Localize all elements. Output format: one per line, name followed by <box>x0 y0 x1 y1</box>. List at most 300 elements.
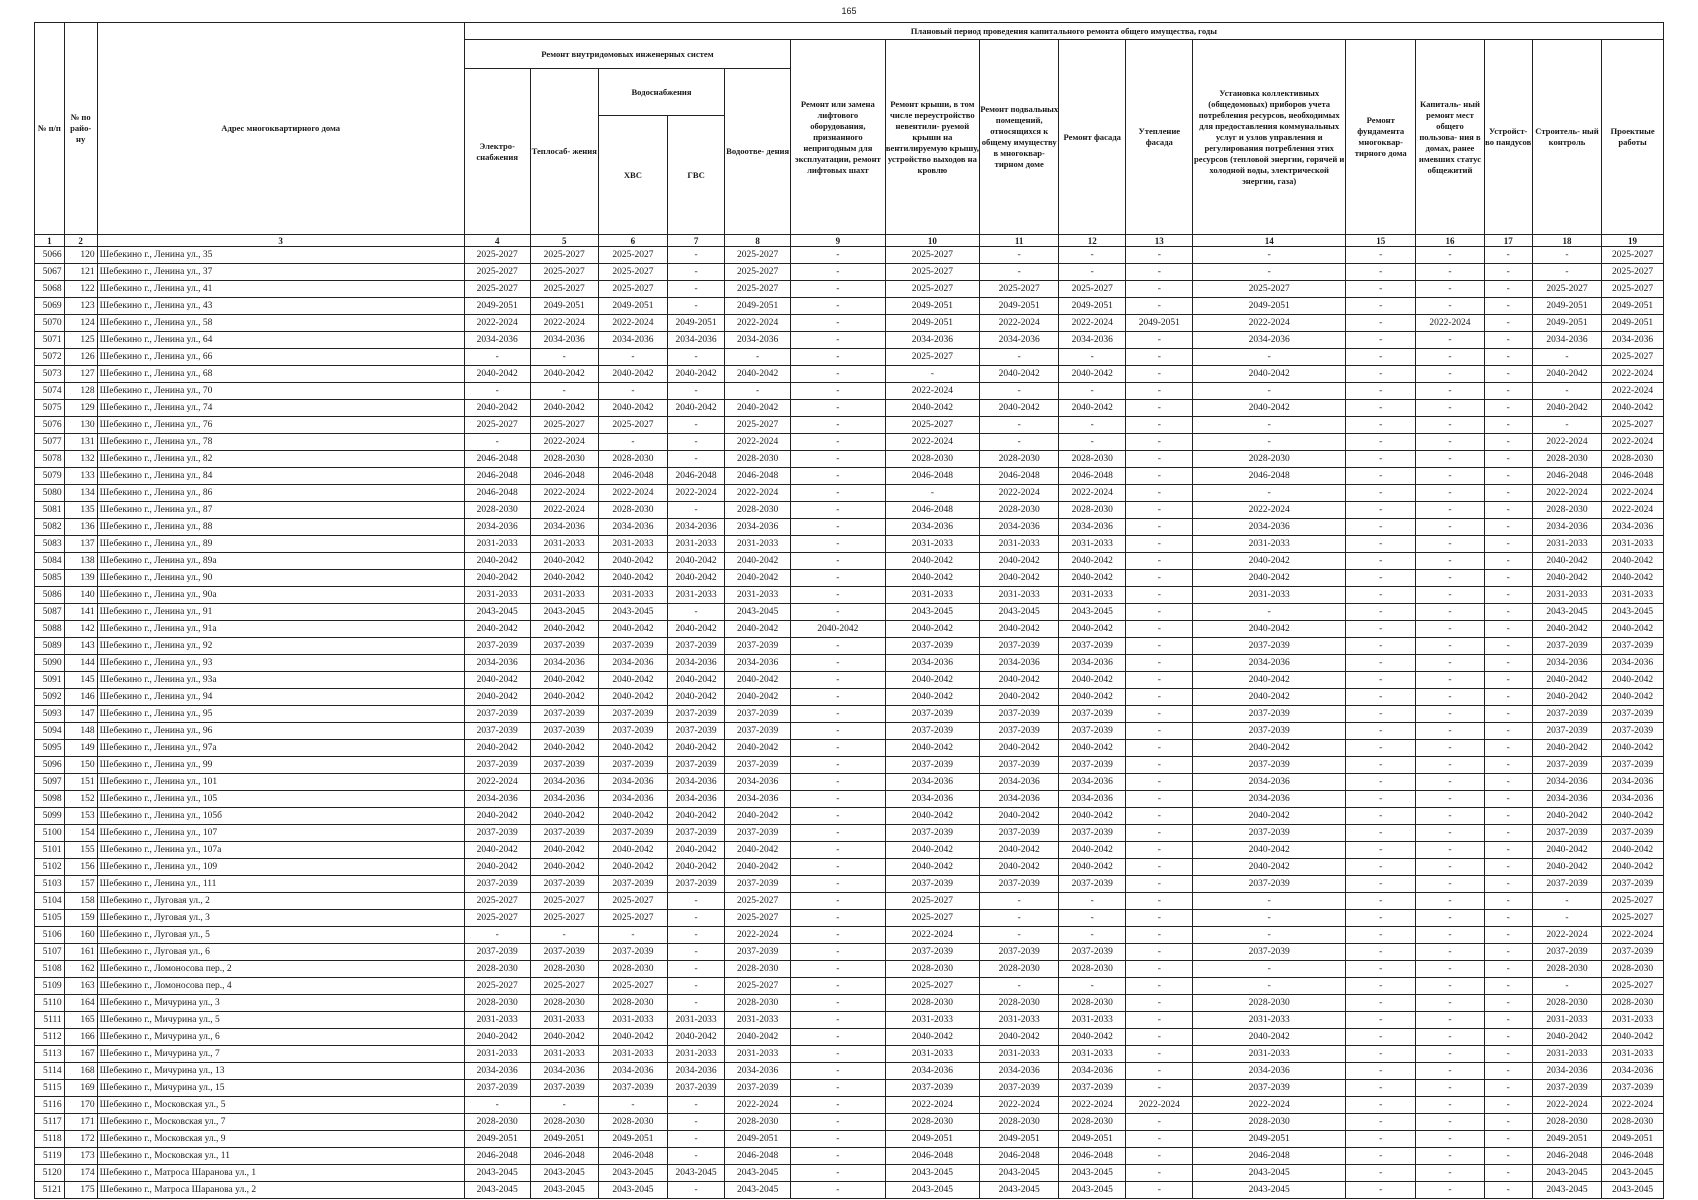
cell-ramps: - <box>1484 417 1532 434</box>
cell-lift: - <box>791 706 886 723</box>
cell-electric: 2022-2024 <box>464 774 530 791</box>
cell-address: Шебекино г., Ленина ул., 90 <box>97 570 464 587</box>
cell-district-num: 125 <box>64 332 97 349</box>
cell-construction-control: 2037-2039 <box>1532 1080 1601 1097</box>
cell-row-num: 5093 <box>35 706 65 723</box>
cell-meters: 2022-2024 <box>1193 315 1346 332</box>
cell-roof: 2037-2039 <box>885 638 980 655</box>
cell-meters: 2040-2042 <box>1193 859 1346 876</box>
header-electric: Электро- снабжения <box>464 69 530 235</box>
cell-row-num: 5099 <box>35 808 65 825</box>
cell-gvs: 2040-2042 <box>668 570 725 587</box>
table-row <box>35 621 1664 638</box>
table-row <box>35 859 1664 876</box>
cell-gvs: 2037-2039 <box>668 723 725 740</box>
cell-hvs: 2025-2027 <box>598 978 667 995</box>
cell-construction-control: 2022-2024 <box>1532 485 1601 502</box>
cell-hvs: 2037-2039 <box>598 706 667 723</box>
cell-roof: 2037-2039 <box>885 876 980 893</box>
header-roof: Ремонт крыши, в том числе переустройство невентили- руемой крыши на вентилируемую крышу, устройство выходов на кровлю <box>885 40 980 235</box>
cell-row-num: 5070 <box>35 315 65 332</box>
cell-ramps: - <box>1484 553 1532 570</box>
cell-drainage: 2022-2024 <box>725 434 791 451</box>
cell-drainage: 2025-2027 <box>725 893 791 910</box>
cell-district-num: 139 <box>64 570 97 587</box>
cell-basement: 2034-2036 <box>980 1063 1059 1080</box>
cell-ramps: - <box>1484 1063 1532 1080</box>
cell-drainage: - <box>725 349 791 366</box>
cell-foundation: - <box>1346 1114 1416 1131</box>
cell-design: 2043-2045 <box>1602 1165 1664 1182</box>
cell-facade-insulation: - <box>1126 1046 1193 1063</box>
cell-lift: - <box>791 383 886 400</box>
cell-facade: 2028-2030 <box>1059 961 1126 978</box>
cell-facade-insulation: - <box>1126 349 1193 366</box>
cell-construction-control: - <box>1532 978 1601 995</box>
header-district-num: № по райо- ну <box>64 23 97 235</box>
cell-facade-insulation: - <box>1126 893 1193 910</box>
cell-address: Шебекино г., Мичурина ул., 5 <box>97 1012 464 1029</box>
cell-design: 2025-2027 <box>1602 349 1664 366</box>
cell-ramps: - <box>1484 944 1532 961</box>
cell-lift: - <box>791 638 886 655</box>
cell-drainage: 2025-2027 <box>725 978 791 995</box>
cell-address: Шебекино г., Московская ул., 11 <box>97 1148 464 1165</box>
cell-hvs: 2040-2042 <box>598 553 667 570</box>
cell-heat: 2034-2036 <box>530 774 598 791</box>
cell-row-num: 5087 <box>35 604 65 621</box>
cell-ramps: - <box>1484 910 1532 927</box>
cell-row-num: 5067 <box>35 264 65 281</box>
cell-electric: 2031-2033 <box>464 536 530 553</box>
column-number: 18 <box>1532 235 1601 247</box>
cell-electric: 2034-2036 <box>464 1063 530 1080</box>
table-row <box>35 383 1664 400</box>
cell-construction-control: 2037-2039 <box>1532 723 1601 740</box>
cell-design: 2037-2039 <box>1602 944 1664 961</box>
cell-electric: 2040-2042 <box>464 689 530 706</box>
cell-row-num: 5117 <box>35 1114 65 1131</box>
cell-meters: 2049-2051 <box>1193 298 1346 315</box>
cell-basement: - <box>980 247 1059 264</box>
cell-ramps: - <box>1484 1131 1532 1148</box>
column-number: 8 <box>725 235 791 247</box>
cell-electric: 2049-2051 <box>464 298 530 315</box>
cell-basement: 2037-2039 <box>980 1080 1059 1097</box>
cell-facade-insulation: - <box>1126 332 1193 349</box>
cell-ramps: - <box>1484 315 1532 332</box>
cell-facade: 2040-2042 <box>1059 808 1126 825</box>
cell-heat: 2028-2030 <box>530 1114 598 1131</box>
cell-construction-control: 2034-2036 <box>1532 791 1601 808</box>
cell-gvs: - <box>668 893 725 910</box>
cell-district-num: 151 <box>64 774 97 791</box>
cell-lift: - <box>791 689 886 706</box>
cell-dorm: - <box>1416 332 1484 349</box>
cell-district-num: 157 <box>64 876 97 893</box>
cell-row-num: 5103 <box>35 876 65 893</box>
column-number: 4 <box>464 235 530 247</box>
cell-facade-insulation: - <box>1126 451 1193 468</box>
cell-roof: 2025-2027 <box>885 349 980 366</box>
cell-construction-control: 2031-2033 <box>1532 1012 1601 1029</box>
cell-facade: 2046-2048 <box>1059 1148 1126 1165</box>
cell-construction-control: 2040-2042 <box>1532 400 1601 417</box>
cell-basement: 2028-2030 <box>980 451 1059 468</box>
cell-drainage: 2037-2039 <box>725 757 791 774</box>
cell-hvs: 2025-2027 <box>598 910 667 927</box>
cell-drainage: 2040-2042 <box>725 808 791 825</box>
cell-row-num: 5083 <box>35 536 65 553</box>
cell-lift: - <box>791 995 886 1012</box>
cell-foundation: - <box>1346 638 1416 655</box>
cell-hvs: 2037-2039 <box>598 876 667 893</box>
cell-drainage: 2043-2045 <box>725 1165 791 1182</box>
table-row <box>35 332 1664 349</box>
cell-dorm: - <box>1416 893 1484 910</box>
cell-construction-control: - <box>1532 383 1601 400</box>
cell-electric: 2034-2036 <box>464 332 530 349</box>
cell-foundation: - <box>1346 910 1416 927</box>
cell-facade: 2022-2024 <box>1059 1097 1126 1114</box>
cell-row-num: 5072 <box>35 349 65 366</box>
cell-district-num: 144 <box>64 655 97 672</box>
cell-meters: - <box>1193 961 1346 978</box>
cell-row-num: 5088 <box>35 621 65 638</box>
cell-row-num: 5118 <box>35 1131 65 1148</box>
cell-drainage: 2028-2030 <box>725 1114 791 1131</box>
cell-address: Шебекино г., Московская ул., 5 <box>97 1097 464 1114</box>
cell-construction-control: 2046-2048 <box>1532 468 1601 485</box>
cell-design: 2037-2039 <box>1602 876 1664 893</box>
cell-row-num: 5075 <box>35 400 65 417</box>
cell-foundation: - <box>1346 366 1416 383</box>
cell-facade: 2040-2042 <box>1059 859 1126 876</box>
cell-gvs: - <box>668 298 725 315</box>
cell-lift: - <box>791 876 886 893</box>
cell-foundation: - <box>1346 570 1416 587</box>
cell-lift: - <box>791 1080 886 1097</box>
cell-dorm: - <box>1416 808 1484 825</box>
header-period: Плановый период проведения капитального ремонта общего имущества, годы <box>464 23 1663 40</box>
cell-address: Шебекино г., Ленина ул., 37 <box>97 264 464 281</box>
cell-heat: 2046-2048 <box>530 1148 598 1165</box>
cell-gvs: 2037-2039 <box>668 706 725 723</box>
cell-address: Шебекино г., Мичурина ул., 13 <box>97 1063 464 1080</box>
cell-facade-insulation: - <box>1126 383 1193 400</box>
cell-design: 2040-2042 <box>1602 570 1664 587</box>
cell-heat: 2049-2051 <box>530 298 598 315</box>
cell-electric: 2028-2030 <box>464 961 530 978</box>
cell-dorm: 2022-2024 <box>1416 315 1484 332</box>
cell-electric: 2034-2036 <box>464 519 530 536</box>
column-number: 1 <box>35 235 65 247</box>
cell-electric: 2031-2033 <box>464 1046 530 1063</box>
cell-design: 2034-2036 <box>1602 519 1664 536</box>
cell-heat: 2040-2042 <box>530 553 598 570</box>
cell-hvs: 2040-2042 <box>598 1029 667 1046</box>
cell-heat: 2034-2036 <box>530 791 598 808</box>
cell-design: 2025-2027 <box>1602 247 1664 264</box>
cell-hvs: - <box>598 434 667 451</box>
cell-facade: 2031-2033 <box>1059 1012 1126 1029</box>
cell-address: Шебекино г., Мичурина ул., 3 <box>97 995 464 1012</box>
cell-lift: - <box>791 927 886 944</box>
cell-row-num: 5085 <box>35 570 65 587</box>
cell-construction-control: 2043-2045 <box>1532 1165 1601 1182</box>
cell-roof: 2028-2030 <box>885 1114 980 1131</box>
cell-lift: - <box>791 604 886 621</box>
cell-lift: - <box>791 519 886 536</box>
cell-row-num: 5097 <box>35 774 65 791</box>
cell-drainage: 2049-2051 <box>725 1131 791 1148</box>
cell-basement: 2025-2027 <box>980 281 1059 298</box>
cell-facade-insulation: - <box>1126 1165 1193 1182</box>
cell-district-num: 138 <box>64 553 97 570</box>
cell-ramps: - <box>1484 1182 1532 1199</box>
cell-basement: - <box>980 417 1059 434</box>
cell-electric: 2046-2048 <box>464 485 530 502</box>
cell-dorm: - <box>1416 1148 1484 1165</box>
cell-design: 2037-2039 <box>1602 757 1664 774</box>
cell-roof: 2049-2051 <box>885 315 980 332</box>
cell-meters: 2031-2033 <box>1193 1046 1346 1063</box>
cell-dorm: - <box>1416 1046 1484 1063</box>
cell-meters: 2040-2042 <box>1193 672 1346 689</box>
cell-facade-insulation: - <box>1126 655 1193 672</box>
cell-roof: 2025-2027 <box>885 281 980 298</box>
header-construction-control: Строитель- ный контроль <box>1532 40 1601 235</box>
table-row <box>35 366 1664 383</box>
cell-facade-insulation: - <box>1126 825 1193 842</box>
cell-dorm: - <box>1416 927 1484 944</box>
cell-facade: 2034-2036 <box>1059 1063 1126 1080</box>
cell-row-num: 5089 <box>35 638 65 655</box>
cell-facade-insulation: - <box>1126 842 1193 859</box>
cell-district-num: 165 <box>64 1012 97 1029</box>
cell-address: Шебекино г., Ленина ул., 97а <box>97 740 464 757</box>
cell-drainage: 2031-2033 <box>725 587 791 604</box>
cell-heat: 2025-2027 <box>530 893 598 910</box>
header-engineering: Ремонт внутридомовых инженерных систем <box>464 40 790 69</box>
cell-hvs: 2037-2039 <box>598 944 667 961</box>
cell-address: Шебекино г., Луговая ул., 3 <box>97 910 464 927</box>
cell-design: 2043-2045 <box>1602 1182 1664 1199</box>
table-row <box>35 723 1664 740</box>
cell-ramps: - <box>1484 332 1532 349</box>
cell-lift: - <box>791 417 886 434</box>
cell-basement: 2028-2030 <box>980 502 1059 519</box>
cell-meters: 2043-2045 <box>1193 1182 1346 1199</box>
column-number: 6 <box>598 235 667 247</box>
cell-construction-control: 2034-2036 <box>1532 332 1601 349</box>
cell-heat: 2022-2024 <box>530 315 598 332</box>
cell-roof: 2025-2027 <box>885 910 980 927</box>
cell-lift: - <box>791 961 886 978</box>
cell-district-num: 127 <box>64 366 97 383</box>
cell-lift: - <box>791 978 886 995</box>
cell-electric: 2025-2027 <box>464 893 530 910</box>
cell-basement: 2034-2036 <box>980 655 1059 672</box>
cell-ramps: - <box>1484 519 1532 536</box>
table-row <box>35 910 1664 927</box>
cell-address: Шебекино г., Матроса Шаранова ул., 2 <box>97 1182 464 1199</box>
cell-meters: 2037-2039 <box>1193 638 1346 655</box>
cell-dorm: - <box>1416 1165 1484 1182</box>
cell-gvs: - <box>668 927 725 944</box>
table-row <box>35 672 1664 689</box>
cell-district-num: 166 <box>64 1029 97 1046</box>
cell-roof: - <box>885 485 980 502</box>
table-row <box>35 247 1664 264</box>
cell-facade-insulation: - <box>1126 434 1193 451</box>
table-row <box>35 774 1664 791</box>
cell-gvs: - <box>668 995 725 1012</box>
cell-gvs: - <box>668 944 725 961</box>
cell-heat: 2040-2042 <box>530 859 598 876</box>
table-row <box>35 468 1664 485</box>
cell-row-num: 5119 <box>35 1148 65 1165</box>
cell-foundation: - <box>1346 655 1416 672</box>
cell-design: 2040-2042 <box>1602 689 1664 706</box>
cell-basement: 2037-2039 <box>980 944 1059 961</box>
cell-district-num: 123 <box>64 298 97 315</box>
table-row <box>35 1080 1664 1097</box>
table-row <box>35 978 1664 995</box>
cell-hvs: 2040-2042 <box>598 672 667 689</box>
cell-row-num: 5098 <box>35 791 65 808</box>
header-address: Адрес многоквартирного дома <box>97 23 464 235</box>
cell-dorm: - <box>1416 281 1484 298</box>
cell-gvs: - <box>668 604 725 621</box>
cell-foundation: - <box>1346 1131 1416 1148</box>
cell-heat: 2031-2033 <box>530 1012 598 1029</box>
cell-foundation: - <box>1346 757 1416 774</box>
cell-ramps: - <box>1484 791 1532 808</box>
cell-address: Шебекино г., Ленина ул., 82 <box>97 451 464 468</box>
cell-heat: 2025-2027 <box>530 978 598 995</box>
cell-hvs: 2040-2042 <box>598 400 667 417</box>
cell-drainage: 2028-2030 <box>725 451 791 468</box>
cell-roof: 2049-2051 <box>885 298 980 315</box>
table-row <box>35 1114 1664 1131</box>
cell-design: 2025-2027 <box>1602 910 1664 927</box>
cell-district-num: 162 <box>64 961 97 978</box>
cell-dorm: - <box>1416 944 1484 961</box>
cell-basement: - <box>980 927 1059 944</box>
cell-row-num: 5100 <box>35 825 65 842</box>
column-number: 3 <box>97 235 464 247</box>
cell-roof: 2043-2045 <box>885 604 980 621</box>
cell-electric: 2040-2042 <box>464 366 530 383</box>
cell-facade: 2043-2045 <box>1059 1165 1126 1182</box>
cell-gvs: 2031-2033 <box>668 587 725 604</box>
page-number: 165 <box>841 6 857 16</box>
cell-facade: 2034-2036 <box>1059 332 1126 349</box>
cell-facade-insulation: - <box>1126 1080 1193 1097</box>
cell-meters: - <box>1193 604 1346 621</box>
cell-electric: 2043-2045 <box>464 1182 530 1199</box>
cell-foundation: - <box>1346 944 1416 961</box>
cell-dorm: - <box>1416 587 1484 604</box>
cell-basement: - <box>980 910 1059 927</box>
header-lift: Ремонт или замена лифтового оборудования, признанного непригодным для эксплуатации, ремонт лифтовых шахт <box>791 40 886 235</box>
cell-facade-insulation: - <box>1126 570 1193 587</box>
cell-hvs: 2040-2042 <box>598 842 667 859</box>
cell-roof: 2025-2027 <box>885 417 980 434</box>
cell-dorm: - <box>1416 468 1484 485</box>
cell-foundation: - <box>1346 604 1416 621</box>
cell-district-num: 169 <box>64 1080 97 1097</box>
cell-dorm: - <box>1416 978 1484 995</box>
cell-address: Шебекино г., Ленина ул., 93 <box>97 655 464 672</box>
cell-ramps: - <box>1484 655 1532 672</box>
cell-drainage: 2031-2033 <box>725 1012 791 1029</box>
cell-drainage: 2025-2027 <box>725 247 791 264</box>
cell-heat: 2025-2027 <box>530 910 598 927</box>
cell-construction-control: 2034-2036 <box>1532 774 1601 791</box>
cell-ramps: - <box>1484 1165 1532 1182</box>
table-row <box>35 655 1664 672</box>
cell-roof: 2043-2045 <box>885 1182 980 1199</box>
cell-foundation: - <box>1346 1097 1416 1114</box>
cell-heat: 2040-2042 <box>530 400 598 417</box>
cell-electric: 2040-2042 <box>464 1029 530 1046</box>
cell-hvs: 2025-2027 <box>598 247 667 264</box>
cell-construction-control: - <box>1532 247 1601 264</box>
cell-ramps: - <box>1484 264 1532 281</box>
cell-foundation: - <box>1346 468 1416 485</box>
cell-row-num: 5091 <box>35 672 65 689</box>
cell-address: Шебекино г., Ломоносова пер., 4 <box>97 978 464 995</box>
cell-design: 2022-2024 <box>1602 485 1664 502</box>
cell-district-num: 160 <box>64 927 97 944</box>
cell-foundation: - <box>1346 1165 1416 1182</box>
cell-foundation: - <box>1346 1148 1416 1165</box>
cell-basement: 2040-2042 <box>980 1029 1059 1046</box>
header-heat: Теплосаб- жения <box>530 69 598 235</box>
cell-district-num: 154 <box>64 825 97 842</box>
cell-facade-insulation: - <box>1126 519 1193 536</box>
header-water-supply: Водоснабжения <box>598 69 724 116</box>
table-row <box>35 893 1664 910</box>
cell-facade-insulation: - <box>1126 366 1193 383</box>
cell-design: 2046-2048 <box>1602 1148 1664 1165</box>
cell-facade-insulation: - <box>1126 740 1193 757</box>
cell-drainage: 2040-2042 <box>725 621 791 638</box>
cell-address: Шебекино г., Ленина ул., 105б <box>97 808 464 825</box>
cell-address: Шебекино г., Ленина ул., 41 <box>97 281 464 298</box>
cell-foundation: - <box>1346 315 1416 332</box>
cell-gvs: - <box>668 281 725 298</box>
cell-row-num: 5078 <box>35 451 65 468</box>
cell-gvs: 2040-2042 <box>668 740 725 757</box>
cell-district-num: 143 <box>64 638 97 655</box>
cell-district-num: 163 <box>64 978 97 995</box>
cell-district-num: 168 <box>64 1063 97 1080</box>
cell-foundation: - <box>1346 859 1416 876</box>
cell-district-num: 126 <box>64 349 97 366</box>
cell-meters: - <box>1193 417 1346 434</box>
cell-lift: - <box>791 808 886 825</box>
cell-roof: 2025-2027 <box>885 893 980 910</box>
cell-hvs: 2025-2027 <box>598 893 667 910</box>
cell-facade-insulation: 2049-2051 <box>1126 315 1193 332</box>
cell-electric: 2040-2042 <box>464 808 530 825</box>
cell-basement: 2040-2042 <box>980 859 1059 876</box>
cell-electric: 2037-2039 <box>464 757 530 774</box>
cell-basement: 2040-2042 <box>980 366 1059 383</box>
